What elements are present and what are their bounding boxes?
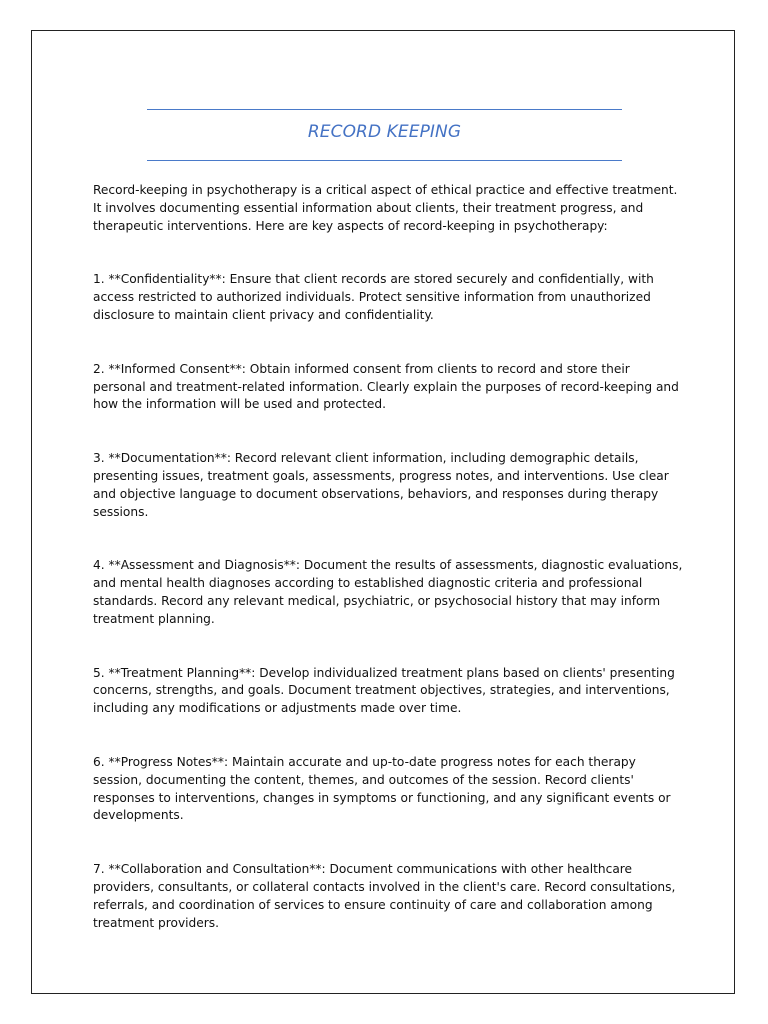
list-item: 7. **Collaboration and Consultation**: Document communications with other healthcare providers, consultants, or collateral contacts involved in the client's care. Record consultations, referrals, and coordination of services to ensure continuity of care and collaboration among treatment providers.	[93, 862, 676, 930]
document-body	[93, 182, 683, 932]
document-title: RECORD KEEPING	[307, 122, 462, 142]
list-item: 4. **Assessment and Diagnosis**: Document the results of assessments, diagnostic evaluations, and mental health diagnoses according to established diagnostic criteria and professional standards. Record any relevant medical, psychiatric, or psychosocial history that may inform treatment planning.	[93, 558, 683, 626]
list-item: 2. **Informed Consent**: Obtain informed consent from clients to record and store their personal and treatment-related information. Clearly explain the purposes of record-keeping and how the information will be used and protected.	[93, 361, 679, 412]
list-item: 6. **Progress Notes**: Maintain accurate and up-to-date progress notes for each therapy session, documenting the content, themes, and outcomes of the session. Record clients' responses to interventions, changes in symptoms or functioning, and any significant events or developments.	[93, 754, 671, 823]
list-item: 1. **Confidentiality**: Ensure that client records are stored securely and confidentially, with access restricted to authorized individuals. Protect sensitive information from unauthorized disclosure to maintain client privacy and confidentiality.	[93, 272, 654, 322]
list-item: 3. **Documentation**: Record relevant client information, including demographic details, presenting issues, treatment goals, assessments, progress notes, and interventions. Use clear and objective language to document observations, behaviors, and responses during therapy sessions.	[93, 451, 669, 519]
document-page	[31, 30, 735, 994]
list-item: 5. **Treatment Planning**: Develop individualized treatment plans based on clients' presenting concerns, strengths, and goals. Document treatment objectives, strategies, and interventions, including any modifications or adjustments made over time.	[93, 665, 675, 716]
title-block	[147, 109, 622, 161]
intro-paragraph: Record-keeping in psychotherapy is a critical aspect of ethical practice and effective treatment. It involves documenting essential information about clients, their treatment progress, and therapeutic interventions. Here are key aspects of record-keeping in psychotherapy:	[93, 183, 678, 233]
